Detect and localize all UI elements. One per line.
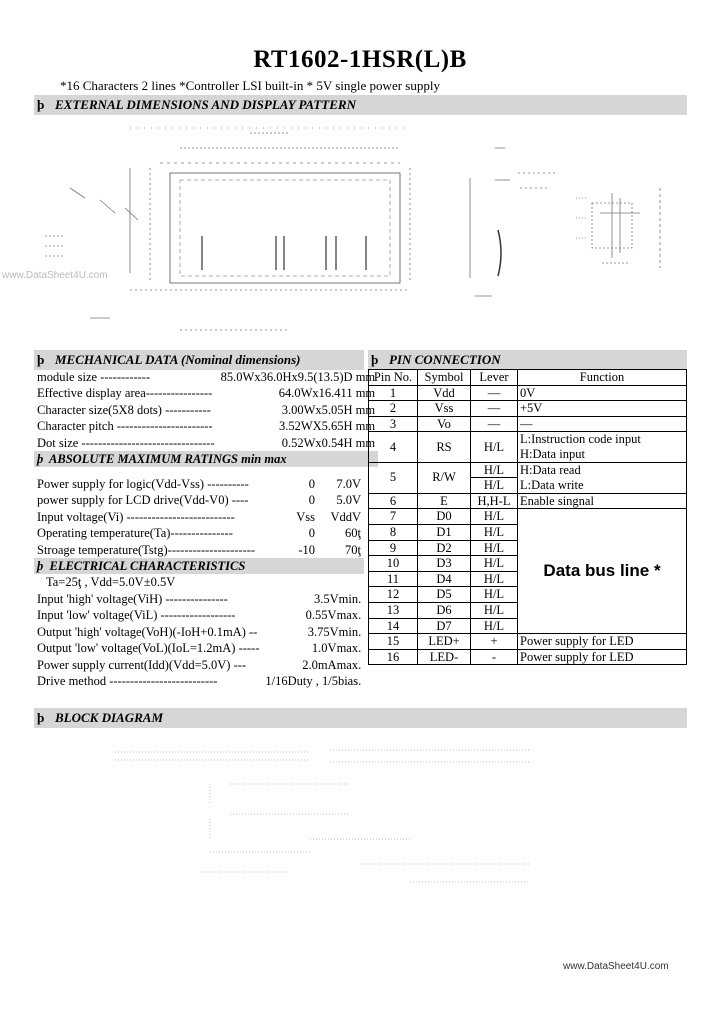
section-external-dimensions: [34, 95, 687, 115]
section-mechanical-data: [34, 350, 364, 370]
pin-row: 12 D5 H/L: [369, 587, 687, 603]
absolute-row: Stroage temperature(Tstg)--------------------- -10 70ţ: [37, 542, 361, 557]
pin-row: 13 D6 H/L: [369, 602, 687, 618]
document-title: RT1602-1HSR(L)B: [253, 46, 467, 73]
absolute-row: Input voltage(Vi) -------------------------- Vss VddV: [37, 509, 361, 524]
absolute-row: power supply for LCD drive(Vdd-V0) ---- 0 5.0V: [37, 493, 361, 508]
section-bullet: þ: [37, 710, 45, 725]
absolute-row: Power supply for logic(Vdd-Vss) ---------- 0 7.0V: [37, 477, 361, 491]
section-pin-connection: [368, 350, 687, 370]
pin-row: 1 Vdd — 0V: [369, 385, 687, 401]
pin-row: 2 Vss — +5V: [369, 401, 687, 417]
pin-row: 11 D4 H/L: [369, 571, 687, 587]
section-title: BLOCK DIAGRAM: [55, 710, 163, 725]
section-block-diagram: [34, 708, 687, 728]
pin-row: 4 RS H/L L:Instruction code input: [369, 432, 687, 447]
mechanical-row: module size ------------ 85.0Wx36.0Hx9.5(13.5)D mm: [37, 370, 376, 384]
data-bus-label: Data bus line *: [518, 509, 687, 634]
section-title: MECHANICAL DATA (Nominal dimensions): [55, 352, 301, 367]
mechanical-row: Effective display area---------------- 64.0Wx16.411 mm: [37, 386, 376, 401]
feature-summary: *16 Characters 2 lines *Controller LSI built-in * 5V single power supply: [60, 78, 440, 93]
section-bullet: þ: [37, 352, 45, 367]
pin-row: 7 D0 H/L Data bus line *: [369, 509, 687, 525]
pin-row: 9 D2 H/L: [369, 540, 687, 556]
pin-row: 14 D7 H/L: [369, 618, 687, 634]
dimension-drawing: [30, 118, 690, 343]
absolute-row: Operating temperature(Ta)--------------- 0 60ţ: [37, 526, 361, 541]
block-diagram-faded: [110, 744, 550, 894]
electrical-table: [34, 591, 364, 689]
section-absolute-ratings: þ ABSOLUTE MAXIMUM RATINGS min max: [34, 451, 378, 467]
section-title: PIN CONNECTION: [389, 352, 501, 367]
section-bullet: þ: [371, 352, 379, 367]
pin-row: 8 D1 H/L: [369, 524, 687, 540]
specifications-table: [34, 369, 378, 467]
electrical-condition: Ta=25ţ , Vdd=5.0V±0.5V: [46, 575, 176, 590]
absolute-ratings-table: [34, 476, 364, 591]
electrical-row: Input 'high' voltage(ViH) --------------- 3.5Vmin.: [37, 592, 362, 606]
footer-url: www.DataSheet4U.com: [563, 961, 669, 972]
pin-row: 3 Vo — —: [369, 416, 687, 432]
pin-row: 16 LED- - Power supply for LED: [369, 649, 687, 665]
electrical-row: Input 'low' voltage(ViL) ------------------ 0.55Vmax.: [37, 608, 362, 623]
mechanical-row: Character size(5X8 dots) ----------- 3.00Wx5.05H mm: [37, 402, 376, 417]
electrical-row: Output 'low' voltage(VoL)(IoL=1.2mA) ----- 1.0Vmax.: [37, 641, 362, 656]
electrical-row: Drive method -------------------------- 1/16Duty , 1/5bias.: [37, 674, 362, 689]
pin-row: 5 R/W H/L H:Data read: [369, 462, 687, 478]
mechanical-row: Character pitch ----------------------- 3.52WX5.65H mm: [37, 419, 376, 434]
electrical-row: Power supply current(Idd)(Vdd=5.0V) --- 2.0mAmax.: [37, 657, 362, 672]
electrical-row: Output 'high' voltage(VoH)(-IoH+0.1mA) -- 3.75Vmin.: [37, 624, 362, 639]
section-bullet: þ: [37, 97, 45, 112]
pin-row: 10 D3 H/L: [369, 556, 687, 572]
pin-row: 6 E H,H-L Enable singnal: [369, 493, 687, 509]
pin-row: 15 LED+ + Power supply for LED: [369, 634, 687, 650]
pin-row-cont: H/L L:Data write: [369, 478, 687, 494]
section-electrical: þ ELECTRICAL CHARACTERISTICS: [34, 558, 364, 574]
pin-connection-table: [368, 369, 687, 665]
mechanical-row: Dot size -------------------------------- 0.52Wx0.54H mm: [37, 435, 376, 450]
watermark: www.DataSheet4U.com: [2, 270, 108, 281]
pin-table-header: Pin No. Symbol Lever Function: [369, 370, 687, 386]
pin-row-cont: H:Data input: [369, 447, 687, 462]
section-title: EXTERNAL DIMENSIONS AND DISPLAY PATTERN: [55, 97, 356, 112]
